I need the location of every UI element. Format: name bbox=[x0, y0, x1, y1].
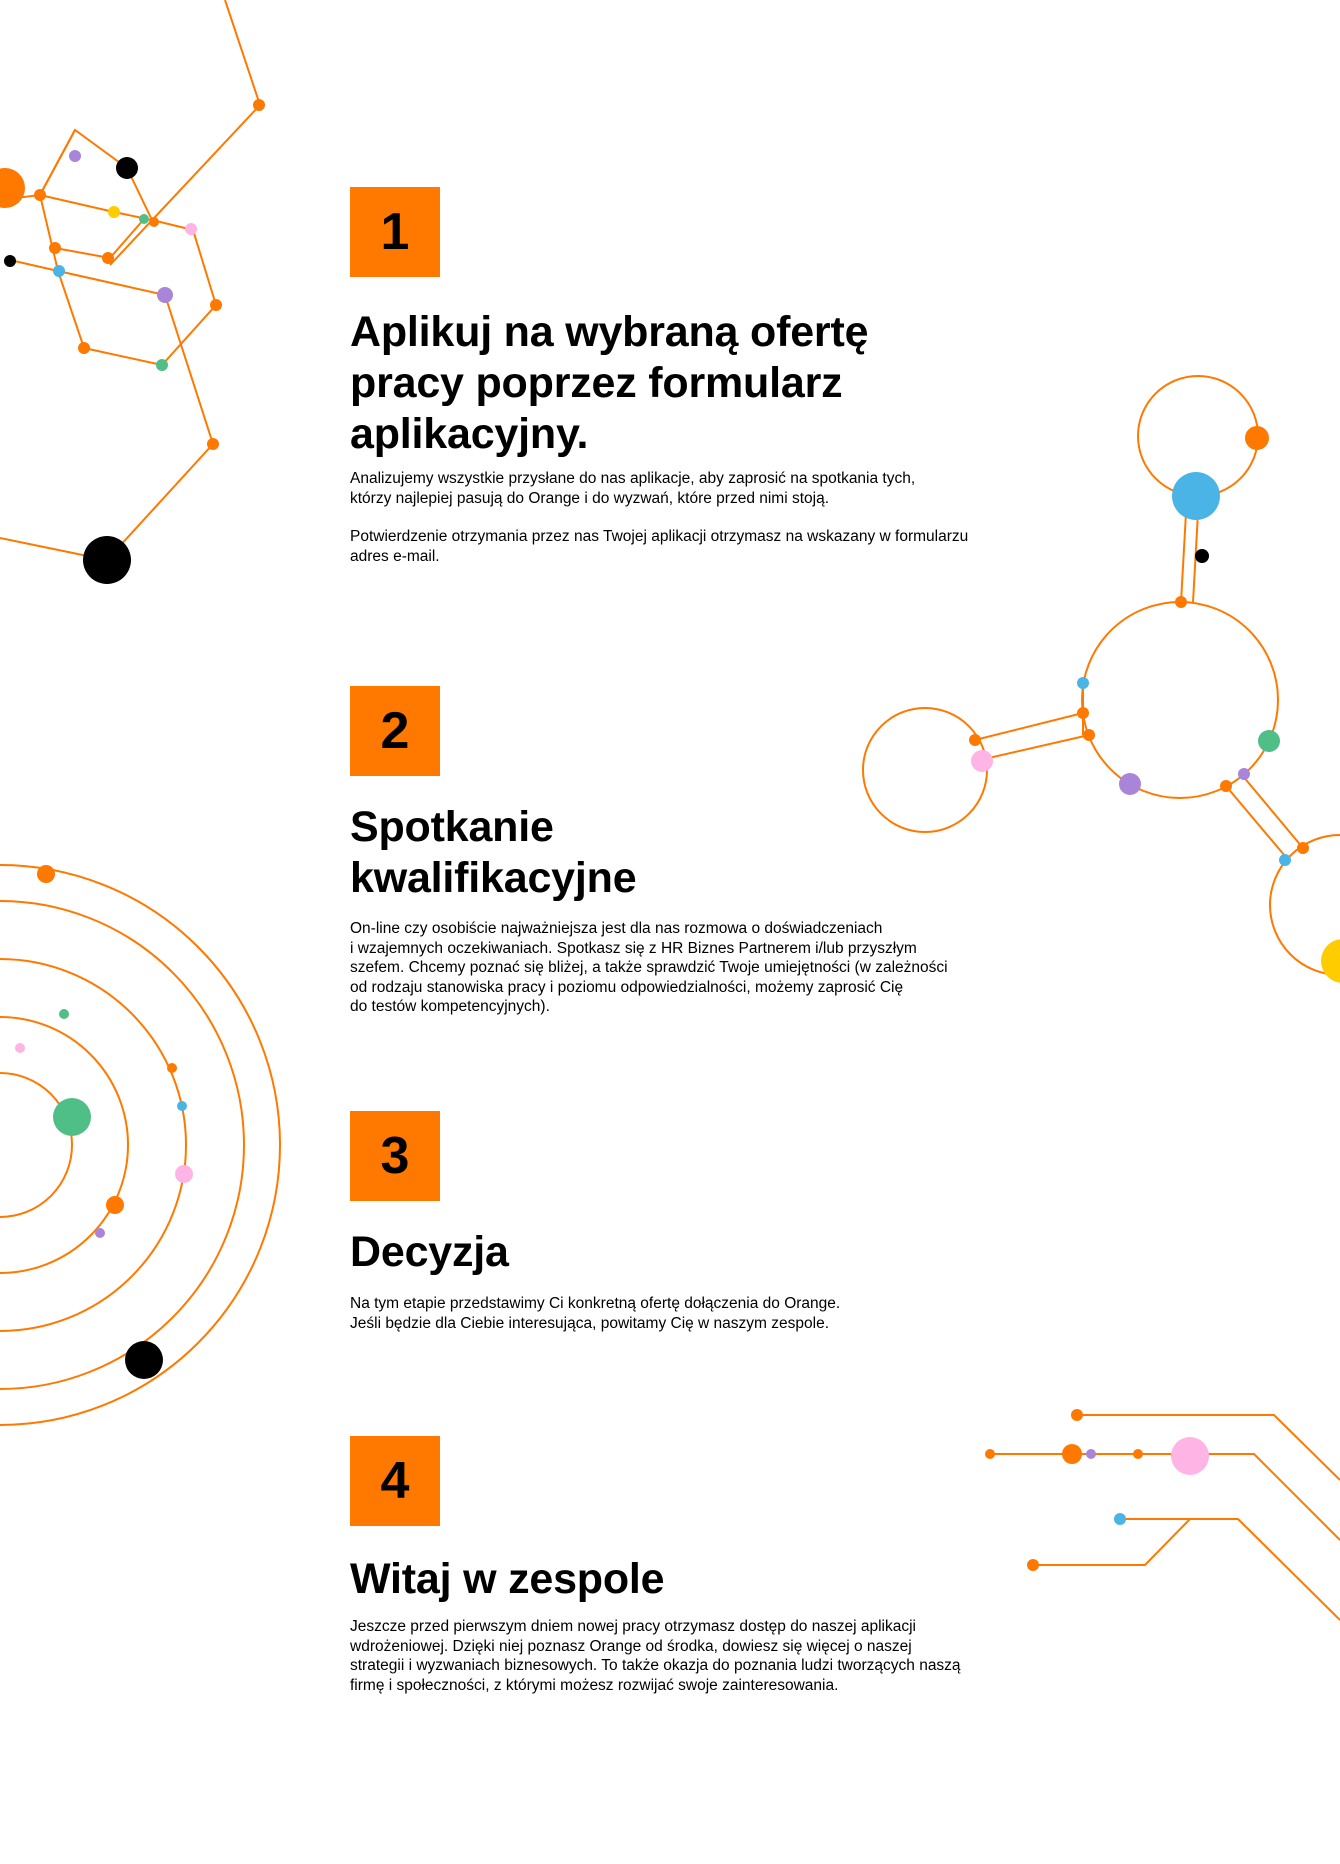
dot bbox=[1258, 730, 1280, 752]
step-number-badge: 4 bbox=[350, 1436, 440, 1526]
dot bbox=[1245, 426, 1269, 450]
dot bbox=[4, 255, 16, 267]
dot bbox=[1027, 1559, 1039, 1571]
dot bbox=[157, 287, 173, 303]
step-paragraph: Potwierdzenie otrzymania przez nas Twojej aplikacji otrzymasz na wskazany w formularzu adres e-mail. bbox=[350, 528, 969, 565]
dot bbox=[0, 168, 25, 208]
orbit-ring bbox=[1082, 602, 1278, 798]
orbit-ring bbox=[0, 959, 186, 1331]
dot bbox=[1220, 780, 1232, 792]
dot bbox=[1077, 677, 1089, 689]
network-line bbox=[40, 195, 152, 220]
dot bbox=[149, 217, 159, 227]
dot bbox=[108, 206, 120, 218]
dot bbox=[59, 1009, 69, 1019]
step-title: Decyzja bbox=[350, 1228, 509, 1276]
dot bbox=[37, 865, 55, 883]
step-title: Spotkanie kwalifikacyjne bbox=[350, 803, 637, 902]
dot bbox=[34, 189, 46, 201]
orbit-ring bbox=[0, 1017, 128, 1273]
dot bbox=[1133, 1449, 1143, 1459]
dot bbox=[1086, 1449, 1096, 1459]
step-1 bbox=[350, 187, 1010, 566]
dot bbox=[53, 265, 65, 277]
dot bbox=[1077, 707, 1089, 719]
dot bbox=[102, 252, 114, 264]
dot bbox=[1297, 842, 1309, 854]
dot bbox=[53, 1098, 91, 1136]
dot bbox=[69, 150, 81, 162]
dot bbox=[1062, 1444, 1082, 1464]
dot bbox=[15, 1043, 25, 1053]
dot bbox=[78, 342, 90, 354]
step-title: Witaj w zespole bbox=[350, 1555, 665, 1603]
orbit-ring bbox=[0, 865, 280, 1425]
dot bbox=[95, 1228, 105, 1238]
dot bbox=[1175, 596, 1187, 608]
dot bbox=[49, 242, 61, 254]
step-paragraph: Jeszcze przed pierwszym dniem nowej pracy otrzymasz dostęp do naszej aplikacji wdrożeniowej. Dzięki niej poznasz Orange od środka, dowiesz się więcej o naszej strategii i wyzwaniach biznesowych. To także okazja do poznania ludzi tworzących naszą firmę i społeczności, z którymi możesz rozwijać swoje zainteresowania. bbox=[350, 1618, 961, 1694]
step-4 bbox=[350, 1436, 1010, 1695]
step-2 bbox=[350, 686, 1010, 1017]
dot bbox=[1083, 729, 1095, 741]
dot bbox=[1119, 773, 1141, 795]
dot bbox=[175, 1165, 193, 1183]
network-line bbox=[0, 271, 213, 560]
dot bbox=[177, 1101, 187, 1111]
step-title: Aplikuj na wybraną ofertę pracy poprzez formularz aplikacyjny. bbox=[350, 308, 869, 458]
network-line bbox=[110, 0, 260, 265]
step-3 bbox=[350, 1111, 1010, 1333]
dot bbox=[1321, 939, 1340, 983]
dot bbox=[1195, 549, 1209, 563]
dot bbox=[106, 1196, 124, 1214]
dot bbox=[1172, 472, 1220, 520]
dot bbox=[83, 536, 131, 584]
dot bbox=[207, 438, 219, 450]
dot bbox=[139, 214, 149, 224]
network-line bbox=[10, 260, 58, 271]
step-number-badge: 2 bbox=[350, 686, 440, 776]
network-line bbox=[55, 219, 144, 258]
step-number-badge: 3 bbox=[350, 1111, 440, 1201]
orbit-ring bbox=[0, 1073, 72, 1217]
dot bbox=[1071, 1409, 1083, 1421]
step-paragraph: Analizujemy wszystkie przysłane do nas aplikacje, aby zaprosić na spotkania tych, którzy najlepiej pasują do Orange i do wyzwań, które przed nimi stoją. bbox=[350, 470, 916, 507]
dot bbox=[1114, 1513, 1126, 1525]
dot bbox=[156, 359, 168, 371]
dot bbox=[1279, 854, 1291, 866]
dot bbox=[167, 1063, 177, 1073]
dot bbox=[1171, 1437, 1209, 1475]
orbit-ring bbox=[0, 901, 244, 1389]
dot bbox=[1238, 768, 1250, 780]
dot bbox=[253, 99, 265, 111]
dot bbox=[116, 157, 138, 179]
dot bbox=[125, 1341, 163, 1379]
step-number-badge: 1 bbox=[350, 187, 440, 277]
step-paragraph: On-line czy osobiście najważniejsza jest dla nas rozmowa o doświadczeniach i wzajemnych oczekiwaniach. Spotkasz się z HR Biznes Partnerem i/lub przyszłym szefem. Chcemy poznać się bliżej, a także sprawdzić Twoje umiejętności (w zależności od rodzaju stanowiska pracy i poziomu odpowiedzialności, możemy zaprosić Cię do testów kompetencyjnych). bbox=[350, 920, 948, 1015]
dot bbox=[210, 299, 222, 311]
dot bbox=[185, 223, 197, 235]
step-paragraph: Na tym etapie przedstawimy Ci konkretną ofertę dołączenia do Orange. Jeśli będzie dla Ciebie interesująca, powitamy Cię w naszym zespole. bbox=[350, 1295, 841, 1332]
